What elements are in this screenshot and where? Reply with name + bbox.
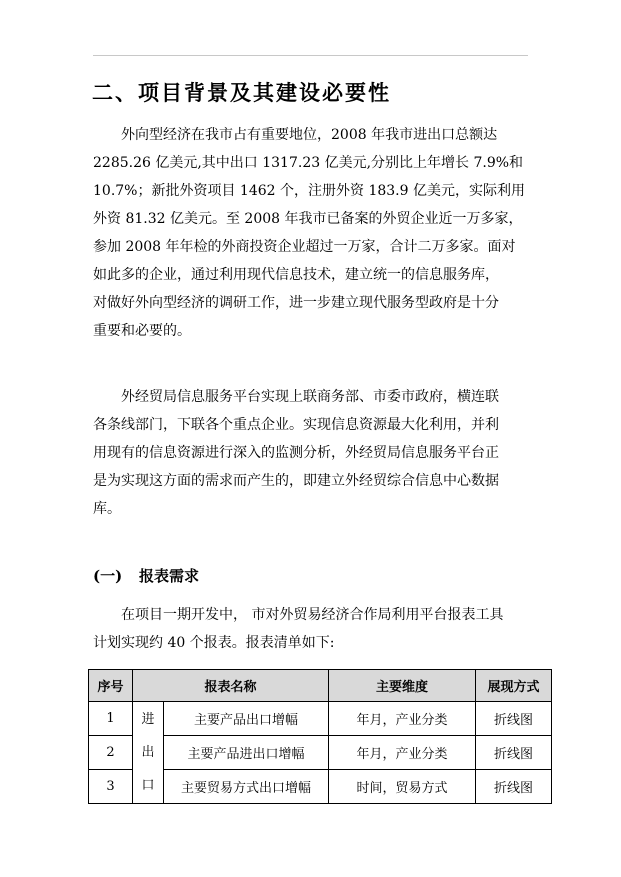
group-char: 进 [141, 712, 155, 727]
paragraph-line: 参加 2008 年年检的外商投资企业超过一万家，合计二万多家。面对 [93, 239, 516, 255]
cell-no: 2 [89, 736, 133, 770]
paragraph-line: 各条线部门，下联各个重点企业。实现信息资源最大化利用，并利 [93, 417, 499, 433]
group-char: 口 [141, 778, 155, 793]
paragraph-2 [93, 383, 527, 523]
cell-name: 主要产品进出口增幅 [164, 736, 329, 770]
header-no: 序号 [89, 670, 133, 702]
paragraph-line: 库。 [93, 501, 121, 517]
cell-dimension: 年月，产业分类 [329, 702, 476, 736]
paragraph-line: 外经贸局信息服务平台实现上联商务部、市委市政府，横连联 [121, 389, 499, 405]
paragraph-line: 外向型经济在我市占有重要地位，2008 年我市进出口总额达 [121, 127, 498, 143]
subsection-title: 报表需求 [139, 567, 200, 585]
report-table [88, 669, 552, 804]
header-dimension: 主要维度 [329, 670, 476, 702]
paragraph-line: 用现有的信息资源进行深入的监测分析，外经贸局信息服务平台正 [93, 445, 499, 461]
header-name: 报表名称 [133, 670, 329, 702]
cell-display: 折线图 [476, 770, 552, 804]
paragraph-line: 是为实现这方面的需求而产生的，即建立外经贸综合信息中心数据 [93, 473, 499, 489]
paragraph-1 [93, 121, 527, 345]
section-heading: 二、项目背景及其建设必要性 [92, 80, 391, 105]
cell-name: 主要产品出口增幅 [164, 702, 329, 736]
paragraph-line: 在项目一期开发中， 市对外贸易经济合作局利用平台报表工具 [121, 607, 504, 623]
cell-no: 1 [89, 702, 133, 736]
header-rule [93, 55, 528, 56]
cell-dimension: 时间，贸易方式 [329, 770, 476, 804]
cell-display: 折线图 [476, 702, 552, 736]
cell-group [133, 702, 164, 804]
paragraph-line: 对做好外向型经济的调研工作，进一步建立现代服务型政府是十分 [93, 295, 499, 311]
cell-dimension: 年月，产业分类 [329, 736, 476, 770]
subsection-number: (一) [93, 567, 123, 585]
cell-name: 主要贸易方式出口增幅 [164, 770, 329, 804]
paragraph-line: 2285.26 亿美元,其中出口 1317.23 亿美元,分别比上年增长 7.9%和 [93, 155, 524, 171]
paragraph-line: 10.7%；新批外资项目 1462 个，注册外资 183.9 亿美元，实际利用 [93, 183, 525, 199]
paragraph-3 [93, 601, 527, 657]
header-display: 展现方式 [476, 670, 552, 702]
cell-display: 折线图 [476, 736, 552, 770]
table-row [89, 702, 552, 736]
subsection-heading [93, 565, 199, 586]
table-header-row [89, 670, 552, 702]
paragraph-line: 计划实现约 40 个报表。报表清单如下: [93, 635, 335, 651]
cell-no: 3 [89, 770, 133, 804]
group-char: 出 [141, 745, 155, 760]
paragraph-line: 重要和必要的。 [93, 323, 191, 339]
paragraph-line: 外资 81.32 亿美元。至 2008 年我市已备案的外贸企业近一万多家， [93, 211, 523, 227]
paragraph-line: 如此多的企业，通过利用现代信息技术，建立统一的信息服务库， [93, 267, 499, 283]
